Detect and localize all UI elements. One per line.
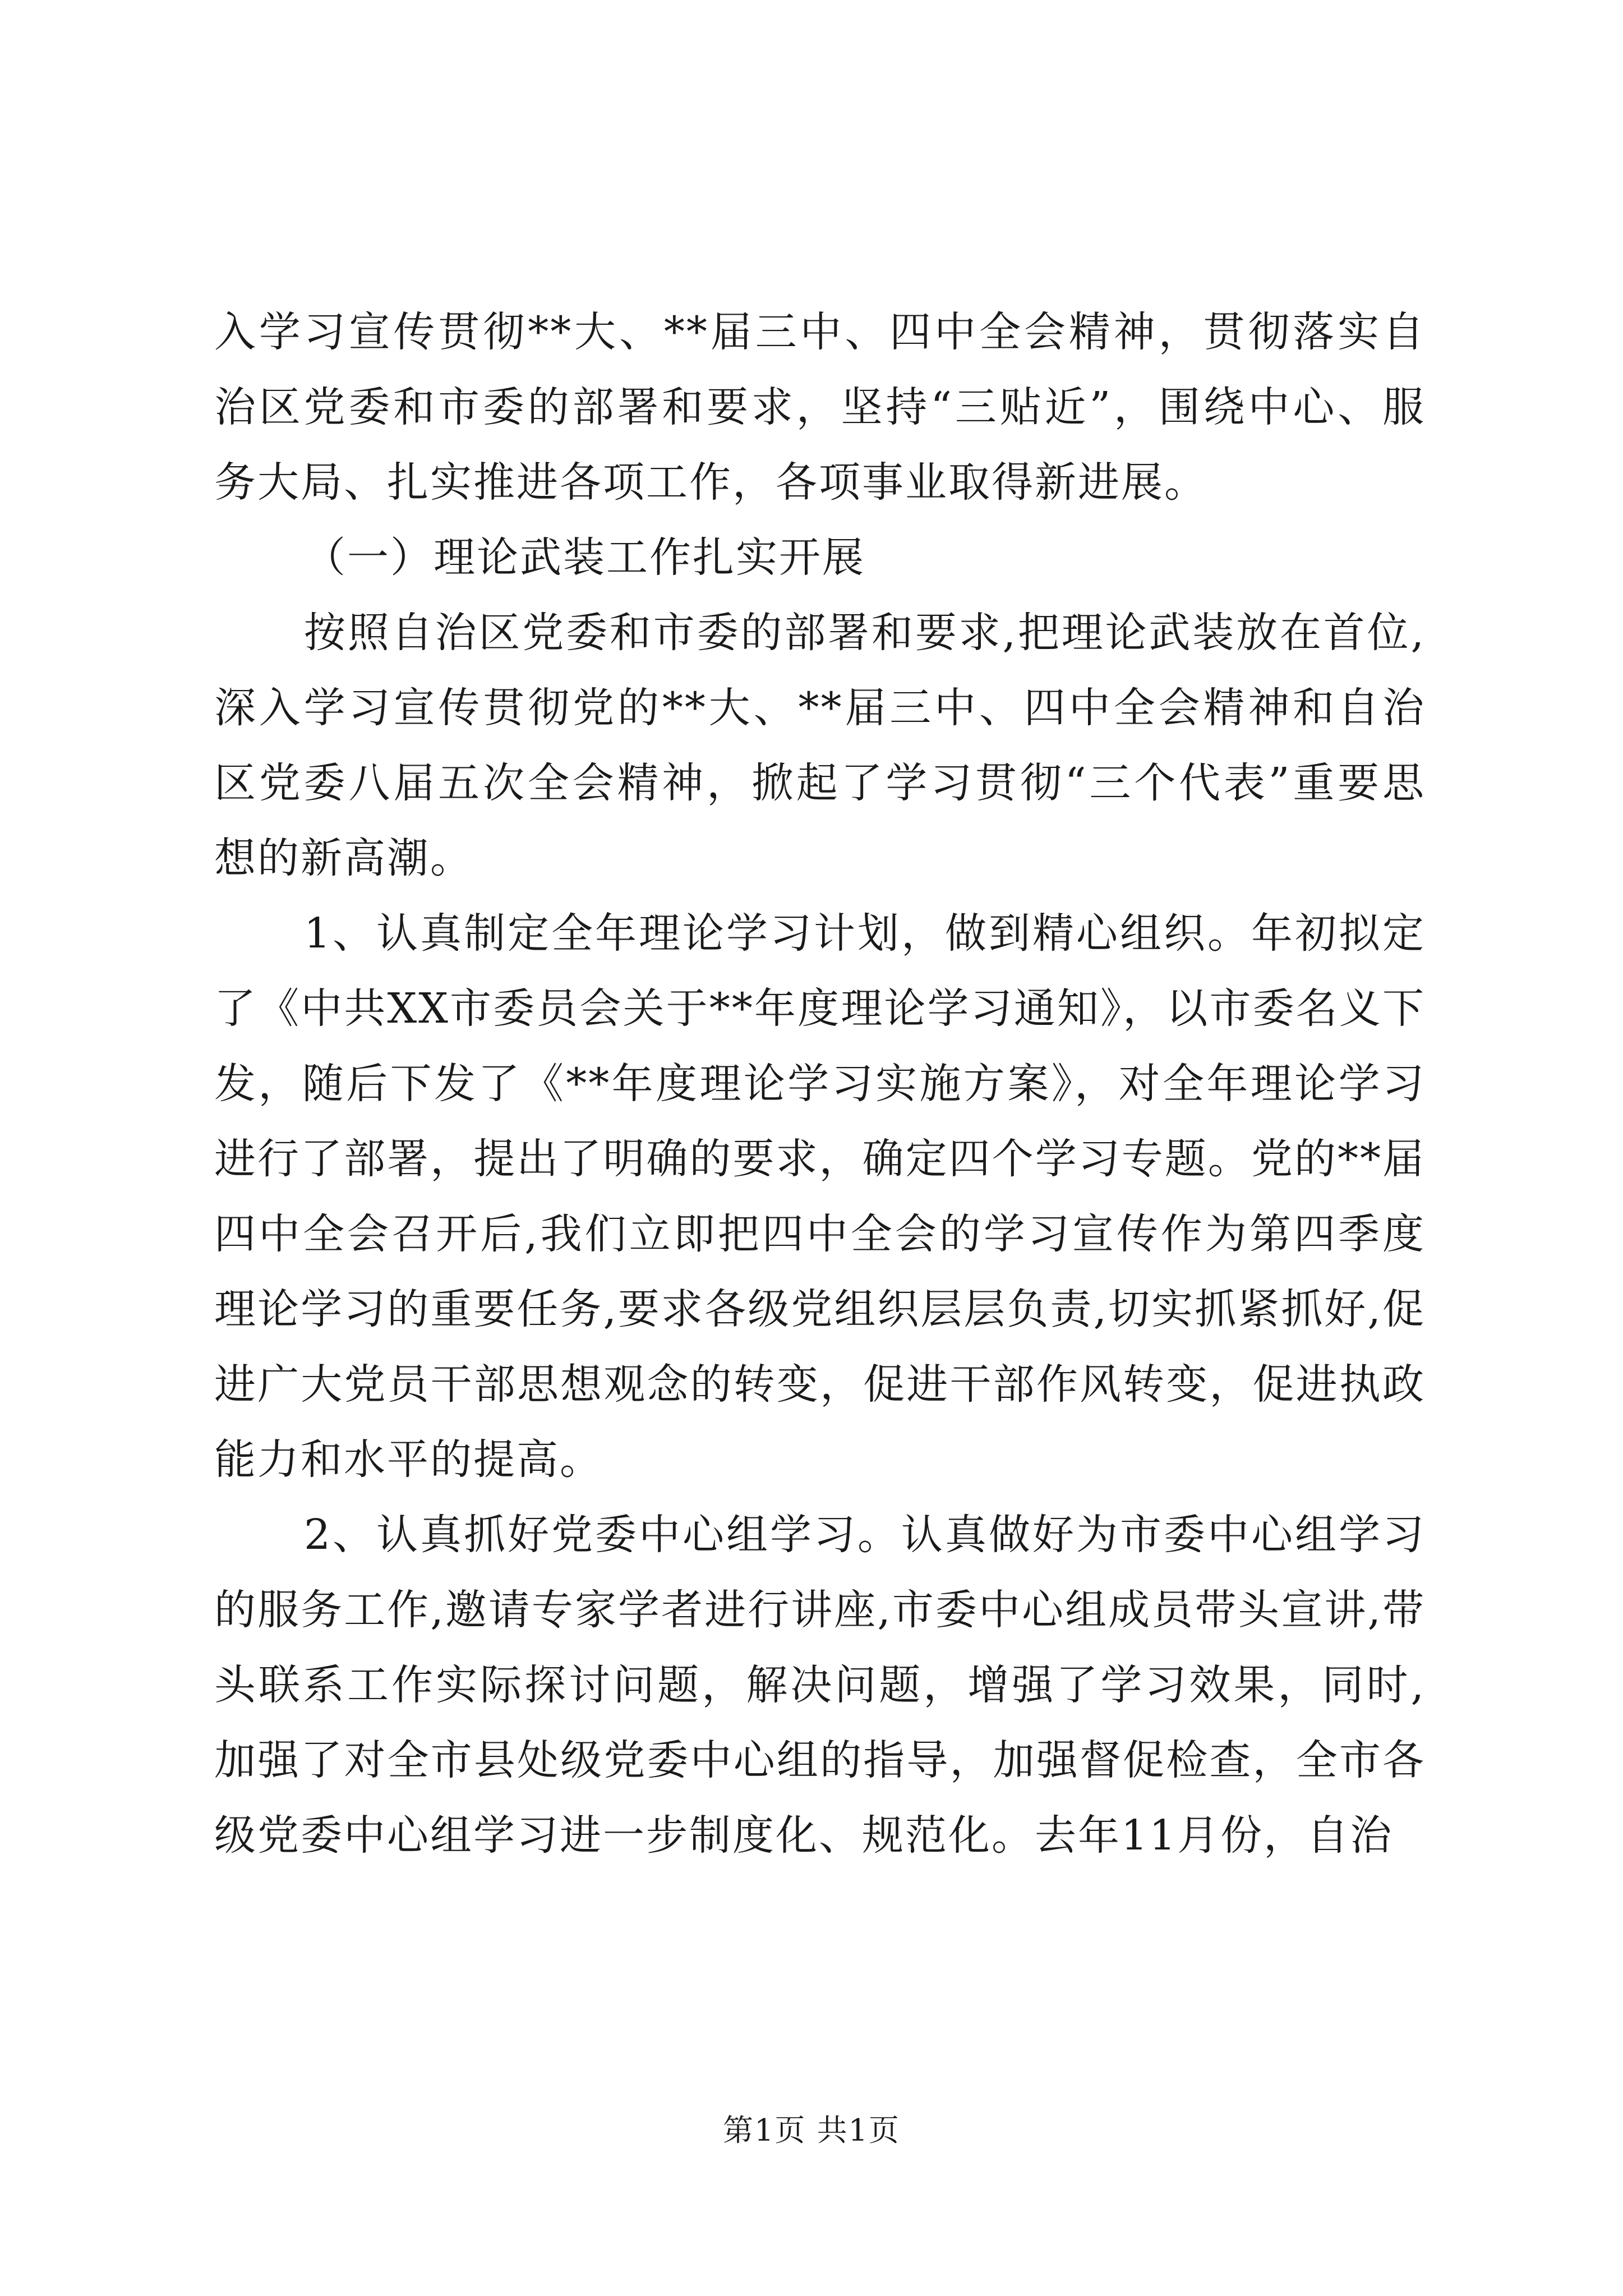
section-heading: （一）理论武装工作扎实开展 — [304, 533, 865, 582]
paragraph-item-2: 2、认真抓好党委中心组学习。认真做好为市委中心组学习的服务工作,邀请专家学者进行讲座,市委中心组成员带头宣讲,带头联系工作实际探讨问题，解决问题，增强了学习效果，同时,加强了对全市县处级党委中心组的指导，加强督促检查，全市各级党委中心组学习进一步制度化、规范化。去年11月份，自治 — [214, 1511, 1426, 1860]
paragraph-continuation: 入学习宣传贯彻**大、**届三中、四中全会精神，贯彻落实自治区党委和市委的部署和要求，坚持“三贴近”，围绕中心、服务大局、扎实推进各项工作，各项事业取得新进展。 — [214, 308, 1426, 507]
page-footer: 第1页 共1页 — [723, 2113, 900, 2148]
paragraph-item-1: 1、认真制定全年理论学习计划，做到精心组织。年初拟定了《中共XX市委员会关于**年度理论学习通知》，以市委名义下发，随后下发了《**年度理论学习实施方案》，对全年理论学习进行了部署，提出了明确的要求，确定四个学习专题。党的**届四中全会召开后,我们立即把四中全会的学习宣传作为第四季度理论学习的重要任务,要求各级党组织层层负责,切实抓紧抓好,促进广大党员干部思想观念的转变，促进干部作风转变，促进执政能力和水平的提高。 — [214, 909, 1426, 1484]
paragraph-intro: 按照自治区党委和市委的部署和要求,把理论武装放在首位,深入学习宣传贯彻党的**大、**届三中、四中全会精神和自治区党委八届五次全会精神，掀起了学习贯彻“三个代表”重要思想的新高潮。 — [214, 609, 1426, 882]
document-body — [214, 295, 1426, 1873]
